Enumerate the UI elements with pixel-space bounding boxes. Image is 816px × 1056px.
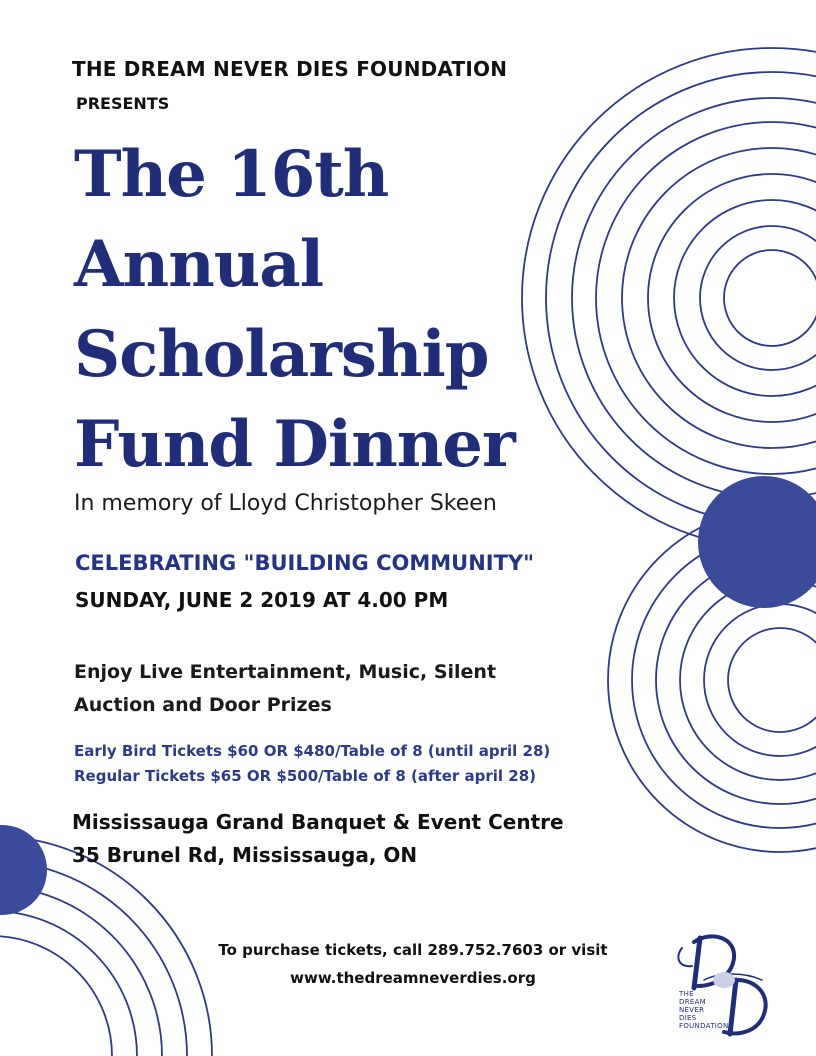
bottom-left-dot xyxy=(0,825,47,915)
venue-address: 35 Brunel Rd, Mississauga, ON xyxy=(72,843,418,867)
features-line: Enjoy Live Entertainment, Music, Silent xyxy=(74,661,497,683)
logo-line: DIES xyxy=(679,1014,697,1022)
logo-wordmark xyxy=(679,990,729,1030)
event-features xyxy=(74,656,534,722)
venue-block xyxy=(72,806,564,872)
logo-line: DREAM xyxy=(679,998,707,1006)
top-right-rings xyxy=(522,48,816,548)
event-datetime: SUNDAY, JUNE 2 2019 AT 4.00 PM xyxy=(75,588,449,612)
purchase-info xyxy=(180,936,646,992)
features-line: Auction and Door Prizes xyxy=(74,694,332,716)
website-link[interactable]: www.thedreamneverdies.org xyxy=(290,969,536,987)
venue-name: Mississauga Grand Banquet & Event Centre xyxy=(72,810,564,834)
title-line: Scholarship xyxy=(74,317,489,392)
logo-line: THE xyxy=(679,990,694,998)
regular-tickets: Regular Tickets $65 OR $500/Table of 8 (after april 28) xyxy=(74,767,537,785)
title-line: Fund Dinner xyxy=(74,407,515,482)
title-line: Annual xyxy=(74,227,324,302)
mid-right-dot xyxy=(698,476,816,608)
organization-name: THE DREAM NEVER DIES FOUNDATION xyxy=(72,57,508,81)
early-bird-tickets: Early Bird Tickets $60 OR $480/Table of 8 (until april 28) xyxy=(74,742,551,760)
theme-line: CELEBRATING "BUILDING COMMUNITY" xyxy=(75,551,535,575)
presents-label: PRESENTS xyxy=(76,94,170,113)
memorial-line: In memory of Lloyd Christopher Skeen xyxy=(74,491,497,516)
purchase-phone-line: To purchase tickets, call 289.752.7603 or visit xyxy=(218,941,608,959)
ticket-prices xyxy=(74,739,550,789)
title-line: The 16th xyxy=(74,137,389,212)
logo-line: FOUNDATION xyxy=(679,1022,729,1030)
logo-line: NEVER xyxy=(679,1006,705,1014)
event-title xyxy=(74,130,515,490)
